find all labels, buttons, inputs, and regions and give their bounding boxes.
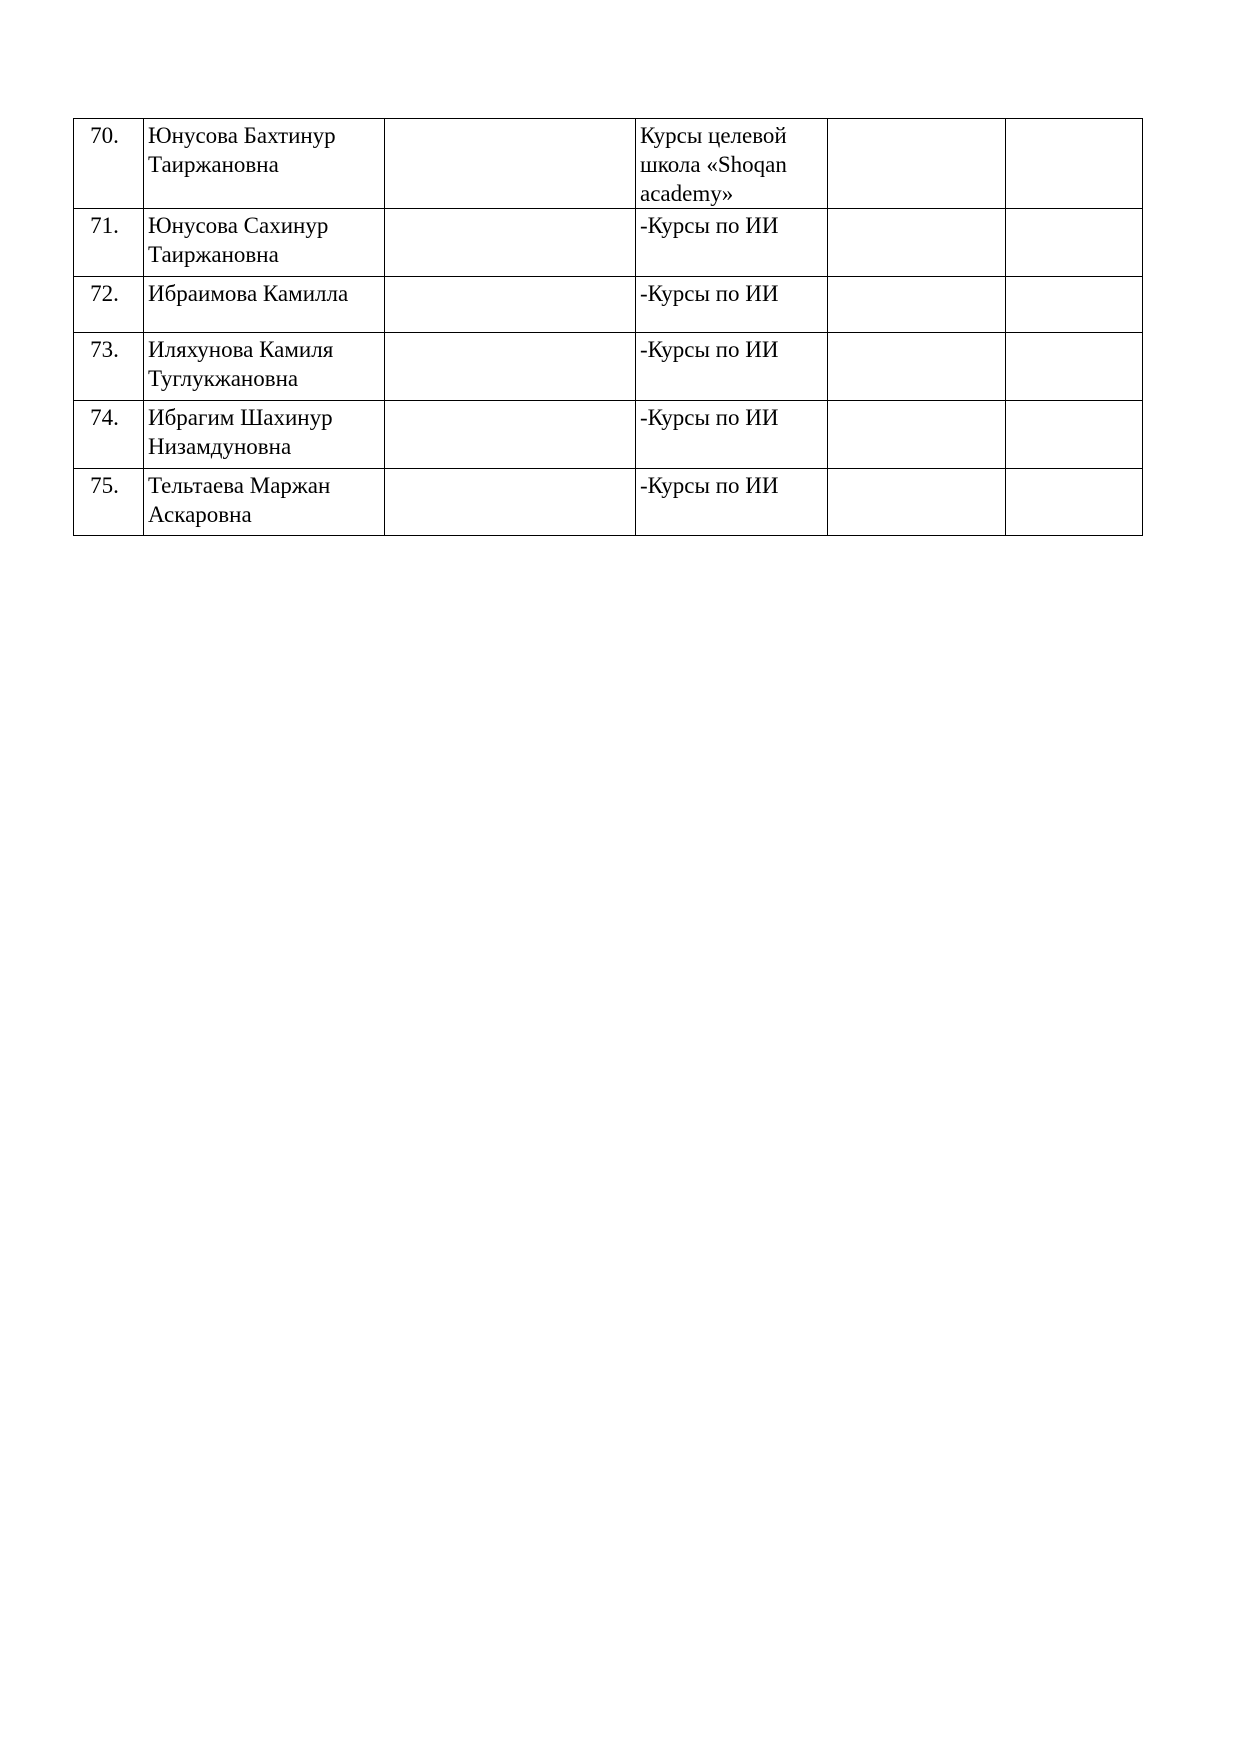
- empty-cell: [828, 469, 1006, 536]
- course-cell: -Курсы по ИИ: [636, 469, 828, 536]
- course-cell: -Курсы по ИИ: [636, 401, 828, 469]
- course-cell: -Курсы по ИИ: [636, 333, 828, 401]
- table-row: [74, 277, 1143, 333]
- empty-cell: [828, 277, 1006, 333]
- empty-cell: [828, 333, 1006, 401]
- participant-name: Юнусова Бахтинур Таиржановна: [144, 119, 385, 209]
- empty-cell: [828, 119, 1006, 209]
- table-row: [74, 333, 1143, 401]
- row-number: 74.: [74, 401, 144, 469]
- participant-name: Тельтаева Маржан Аскаровна: [144, 469, 385, 536]
- course-cell: Курсы целевой школа «Shoqan academy»: [636, 119, 828, 209]
- row-number: 70.: [74, 119, 144, 209]
- empty-cell: [828, 209, 1006, 277]
- table-row: [74, 469, 1143, 536]
- row-number: 71.: [74, 209, 144, 277]
- course-cell: -Курсы по ИИ: [636, 277, 828, 333]
- empty-cell: [1006, 469, 1143, 536]
- empty-cell: [385, 119, 636, 209]
- empty-cell: [1006, 209, 1143, 277]
- table-row: [74, 119, 1143, 209]
- course-cell: -Курсы по ИИ: [636, 209, 828, 277]
- empty-cell: [1006, 333, 1143, 401]
- row-number: 75.: [74, 469, 144, 536]
- participant-name: Иляхунова Камиля Туглукжановна: [144, 333, 385, 401]
- table-row: [74, 401, 1143, 469]
- empty-cell: [385, 209, 636, 277]
- empty-cell: [1006, 119, 1143, 209]
- empty-cell: [385, 333, 636, 401]
- participant-name: Юнусова Сахинур Таиржановна: [144, 209, 385, 277]
- participants-table: [73, 118, 1143, 536]
- empty-cell: [385, 469, 636, 536]
- row-number: 72.: [74, 277, 144, 333]
- participant-name: Ибрагим Шахинур Низамдуновна: [144, 401, 385, 469]
- empty-cell: [1006, 401, 1143, 469]
- participant-name: Ибраимова Камилла: [144, 277, 385, 333]
- empty-cell: [1006, 277, 1143, 333]
- empty-cell: [828, 401, 1006, 469]
- table-row: [74, 209, 1143, 277]
- empty-cell: [385, 401, 636, 469]
- empty-cell: [385, 277, 636, 333]
- row-number: 73.: [74, 333, 144, 401]
